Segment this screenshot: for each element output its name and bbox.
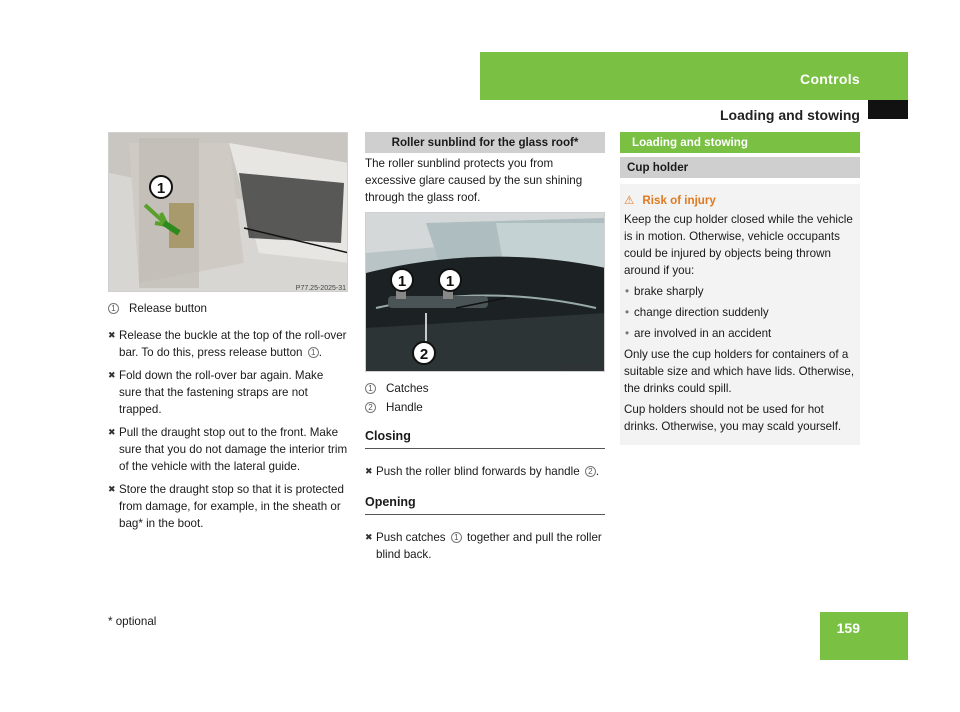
photo-code: P77.25-2025-31 <box>295 285 346 292</box>
instruction-step <box>365 529 605 563</box>
step-arrow-icon: ✖ <box>108 370 116 380</box>
bullet-icon: • <box>625 306 630 319</box>
instruction-step <box>108 327 348 361</box>
photo-callout-catch-left: 1 <box>397 273 407 290</box>
column-1 <box>108 132 348 538</box>
step-text-end: together and pull the roller blind back. <box>376 531 602 561</box>
section-tab-label: Controls <box>800 71 860 87</box>
legend-text: Catches <box>386 382 429 395</box>
instruction-step <box>365 463 605 480</box>
step-text: Push the roller blind forwards by handle <box>376 465 583 478</box>
section-bar-loading-stowing: Loading and stowing <box>620 132 860 153</box>
warning-paragraph: Cup holders should not be used for hot drinks. Otherwise, you may scald yourself. <box>624 403 842 433</box>
list-item <box>624 325 856 342</box>
bullet-icon: • <box>625 327 630 340</box>
section-heading-roller-sunblind: Roller sunblind for the glass roof* <box>365 132 605 153</box>
step-text-end: . <box>318 346 322 359</box>
step-text-end: . <box>595 465 600 478</box>
callout-marker: 2 <box>365 402 376 413</box>
list-item-text: brake sharply <box>634 285 704 298</box>
list-item-text: are involved in an accident <box>634 327 772 340</box>
legend-text: Handle <box>386 401 423 414</box>
legend-item <box>108 300 348 317</box>
step-text: Push catches <box>376 531 449 544</box>
instruction-step <box>108 367 348 418</box>
photo-code: P68.50-2367-31 <box>552 365 603 372</box>
instruction-step <box>108 424 348 475</box>
warning-title-text: Risk of injury <box>642 194 716 207</box>
callout-marker: 1 <box>451 532 462 543</box>
step-arrow-icon: ✖ <box>108 427 116 437</box>
photo-callout-handle: 2 <box>419 346 429 363</box>
list-item-text: change direction suddenly <box>634 306 769 319</box>
instruction-step <box>108 481 348 532</box>
subheading-closing: Closing <box>365 428 605 449</box>
step-arrow-icon: ✖ <box>365 466 373 476</box>
column-2 <box>365 132 605 569</box>
roller-sunblind-photo <box>365 212 605 372</box>
warning-triangle-icon: ⚠ <box>624 194 635 207</box>
warning-title <box>624 192 856 209</box>
callout-marker: 1 <box>108 303 119 314</box>
step-arrow-icon: ✖ <box>108 330 116 340</box>
intro-paragraph: The roller sunblind protects you from excessive glare caused by the sun shining through the glass roof. <box>365 157 583 204</box>
subheading-cup-holder: Cup holder <box>620 157 860 178</box>
step-arrow-icon: ✖ <box>108 484 116 494</box>
roll-over-bar-photo <box>108 132 348 292</box>
legend-text: Release button <box>129 302 207 315</box>
callout-marker: 1 <box>365 383 376 394</box>
list-item <box>624 304 856 321</box>
thumb-index-marker <box>868 100 908 119</box>
photo-callout-1: 1 <box>156 180 166 197</box>
bullet-icon: • <box>625 285 630 298</box>
callout-marker: 2 <box>585 466 596 477</box>
legend-item <box>365 399 605 416</box>
photo-callout-catch-right: 1 <box>445 273 455 290</box>
page-number-tab <box>820 612 908 660</box>
warning-box <box>620 184 860 445</box>
step-text: Store the draught stop so that it is protected from damage, for example, in the sheath or bag* in the boot. <box>119 483 344 530</box>
step-text: Release the buckle at the top of the roll-over bar. To do this, press release button <box>119 329 347 359</box>
footnote: * optional <box>108 615 157 628</box>
page-number: 159 <box>836 620 860 636</box>
legend-item <box>365 380 605 397</box>
step-arrow-icon: ✖ <box>365 532 373 542</box>
step-text: Pull the draught stop out to the front. Make sure that you do not damage the interior trim of the vehicle with the lateral guide. <box>119 426 348 473</box>
warning-text: Keep the cup holder closed while the vehicle is in motion. Otherwise, vehicle occupants could be injured by objects being thrown around if you: <box>624 213 853 277</box>
column-3 <box>620 132 860 445</box>
warning-paragraph: Only use the cup holders for containers of a suitable size and which have lids. Otherwise, the drinks could spill. <box>624 348 855 395</box>
step-text: Fold down the roll-over bar again. Make sure that the fastening straps are not trapped. <box>119 369 324 416</box>
section-tab <box>480 52 908 100</box>
running-title: Loading and stowing <box>720 107 860 123</box>
list-item <box>624 283 856 300</box>
subheading-opening: Opening <box>365 494 605 515</box>
callout-marker: 1 <box>308 347 319 358</box>
